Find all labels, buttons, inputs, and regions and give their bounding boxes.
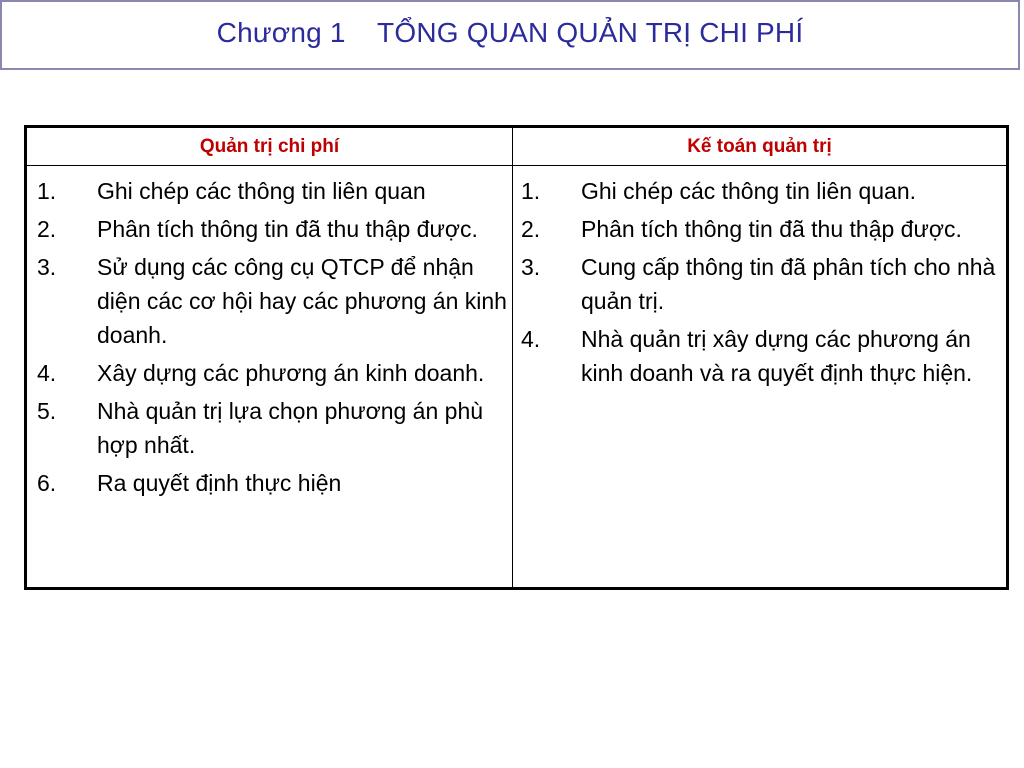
- item-text: Nhà quản trị xây dựng các phương án kinh doanh và ra quyết định thực hiện.: [581, 326, 973, 386]
- item-number: 3.: [37, 254, 57, 280]
- item-number: 1.: [37, 178, 57, 204]
- item-text: Ghi chép các thông tin liên quan.: [581, 178, 917, 204]
- header-cost-management: Quản trị chi phí: [27, 128, 513, 165]
- list-item: [37, 356, 512, 390]
- list-item: [37, 394, 512, 462]
- item-number: 2.: [37, 216, 57, 242]
- item-text: Xây dựng các phương án kinh doanh.: [97, 360, 485, 386]
- item-text: Phân tích thông tin đã thu thập được.: [581, 216, 962, 242]
- table-body-row: [27, 166, 1006, 587]
- item-text: Cung cấp thông tin đã phân tích cho nhà quản trị.: [581, 254, 996, 314]
- header-management-accounting: Kế toán quản trị: [687, 135, 832, 157]
- comparison-table: [24, 125, 1009, 590]
- item-number: 3.: [521, 254, 541, 280]
- item-text: Sử dụng các công cụ QTCP để nhận diện các cơ hội hay các phương án kinh doanh.: [97, 254, 507, 348]
- item-number: 1.: [521, 178, 541, 204]
- list-item: [37, 174, 512, 208]
- item-number: 2.: [521, 216, 541, 242]
- item-number: 6.: [37, 470, 57, 496]
- list-item: [37, 212, 512, 246]
- item-number: 5.: [37, 398, 57, 424]
- item-text: Phân tích thông tin đã thu thập được.: [97, 216, 478, 242]
- list-item: [521, 174, 1006, 208]
- list-item: [521, 212, 1006, 246]
- list-item: [521, 250, 1006, 318]
- list-item: [521, 322, 1006, 390]
- list-item: [37, 466, 512, 500]
- slide-title: Chương 1 TỔNG QUAN QUẢN TRỊ CHI PHÍ: [216, 17, 804, 48]
- item-text: Ghi chép các thông tin liên quan: [97, 178, 426, 204]
- title-box: [0, 0, 1020, 70]
- right-column-list: [513, 166, 1006, 587]
- table-header-row: [27, 128, 1006, 166]
- left-column-list: [27, 166, 513, 587]
- item-text: Nhà quản trị lựa chọn phương án phù hợp nhất.: [97, 398, 484, 458]
- item-number: 4.: [521, 326, 541, 352]
- item-text: Ra quyết định thực hiện: [97, 470, 342, 496]
- item-number: 4.: [37, 360, 57, 386]
- list-item: [37, 250, 512, 352]
